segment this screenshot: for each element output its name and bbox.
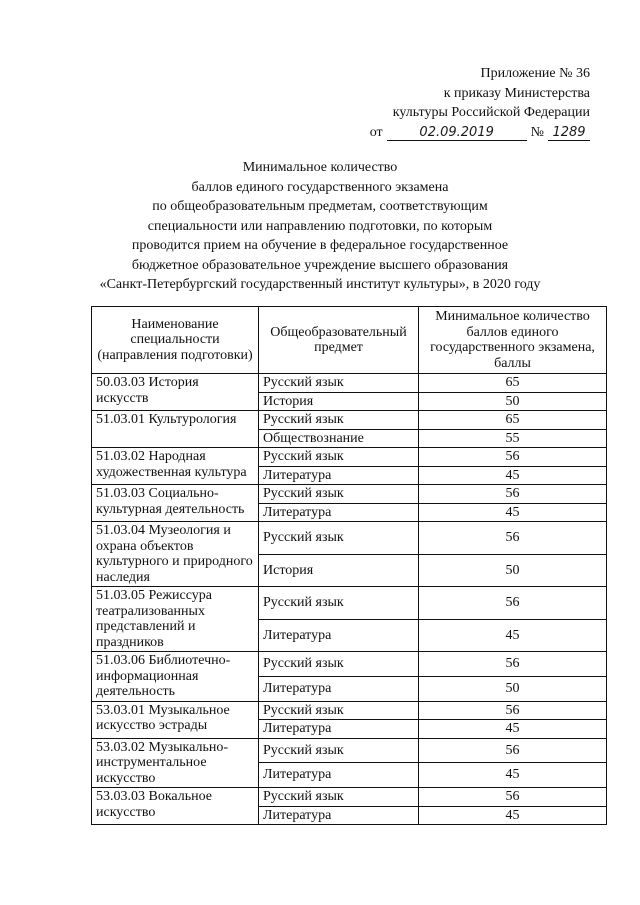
subject-cell: Литература [259,466,419,485]
table-row [92,788,607,807]
specialty-cell: 51.03.04 Музеология и охрана объектов культурного и природного наследия [92,522,259,587]
subject-cell: Русский язык [259,522,419,555]
annex-ministry: культуры Российской Федерации [392,105,590,120]
subject-cell: Литература [259,503,419,522]
table-row [92,485,607,504]
score-cell: 55 [419,429,607,448]
score-cell: 45 [419,466,607,485]
score-cell: 45 [419,763,607,788]
subject-cell: Русский язык [259,374,419,393]
subject-cell: Литература [259,619,419,652]
specialty-cell: 53.03.01 Музыкальное искусство эстрады [92,701,259,738]
subject-cell: Русский язык [259,701,419,720]
score-cell: 45 [419,619,607,652]
table-row [92,522,607,555]
table-row [92,374,607,393]
subject-cell: Русский язык [259,738,419,763]
table-body [92,374,607,825]
table-row [92,738,607,763]
score-cell: 50 [419,392,607,411]
table-header-row [92,307,607,374]
title-line: «Санкт-Петербургский государственный институт культуры», в 2020 году [99,277,541,292]
number-label: № [530,124,544,140]
score-cell: 45 [419,720,607,739]
subject-cell: Обществознание [259,429,419,448]
annex-header [370,64,590,142]
subject-cell: Русский язык [259,485,419,504]
score-cell: 65 [419,374,607,393]
score-cell: 56 [419,522,607,555]
table-row [92,701,607,720]
subject-cell: Литература [259,763,419,788]
subject-cell: Русский язык [259,652,419,677]
title-line: специальности или направлению подготовки, по которым [147,218,493,234]
score-cell: 45 [419,503,607,522]
subject-cell: Русский язык [259,587,419,620]
annex-number: Приложение № 36 [480,66,590,81]
score-cell: 65 [419,411,607,430]
specialty-cell: 51.03.01 Культурология [92,411,259,448]
subject-cell: Русский язык [259,448,419,467]
title-line: Минимальное количество [242,160,398,175]
table-row [92,411,607,430]
score-cell: 56 [419,788,607,807]
handwritten-number: 1289 [548,125,590,141]
subject-cell: Литература [259,720,419,739]
specialty-cell: 53.03.03 Вокальное искусство [92,788,259,825]
score-cell: 45 [419,806,607,825]
specialty-cell: 50.03.03 История искусств [92,374,259,411]
table-row [92,587,607,620]
score-cell: 50 [419,554,607,587]
header-specialty: Наименование специальности (направления подготовки) [92,307,259,374]
title-line: бюджетное образовательное учреждение высшего образования [131,257,509,273]
specialty-cell: 51.03.02 Народная художественная культура [92,448,259,485]
from-label: от [369,124,383,140]
score-cell: 56 [419,448,607,467]
title-line: баллов единого государственного экзамена [191,179,449,195]
min-scores-table [91,306,607,825]
specialty-cell: 51.03.05 Режиссура театрализованных представлений и праздников [92,587,259,652]
score-cell: 56 [419,485,607,504]
annex-order-ref: к приказу Министерства [443,85,590,101]
score-cell: 56 [419,652,607,677]
subject-cell: История [259,392,419,411]
subject-cell: Литература [259,676,419,701]
subject-cell: Русский язык [259,411,419,430]
subject-cell: История [259,554,419,587]
document-title [0,158,640,295]
header-subject: Общеобразовательный предмет [259,307,419,374]
title-line: проводится прием на обучение в федеральное государственное [131,238,509,253]
table-row [92,448,607,467]
specialty-cell: 51.03.06 Библиотечно-информационная деятельность [92,652,259,702]
score-cell: 56 [419,701,607,720]
annex-date-row [370,123,590,143]
specialty-cell: 53.03.02 Музыкально-инструментальное искусство [92,738,259,788]
subject-cell: Русский язык [259,788,419,807]
header-score: Минимальное количество баллов единого государственного экзамена, баллы [419,307,607,374]
score-cell: 56 [419,587,607,620]
specialty-cell: 51.03.03 Социально-культурная деятельность [92,485,259,522]
handwritten-date: 02.09.2019 [387,125,527,141]
score-cell: 56 [419,738,607,763]
subject-cell: Литература [259,806,419,825]
table-row [92,652,607,677]
score-cell: 50 [419,676,607,701]
title-line: по общеобразовательным предметам, соответствующим [152,199,488,214]
